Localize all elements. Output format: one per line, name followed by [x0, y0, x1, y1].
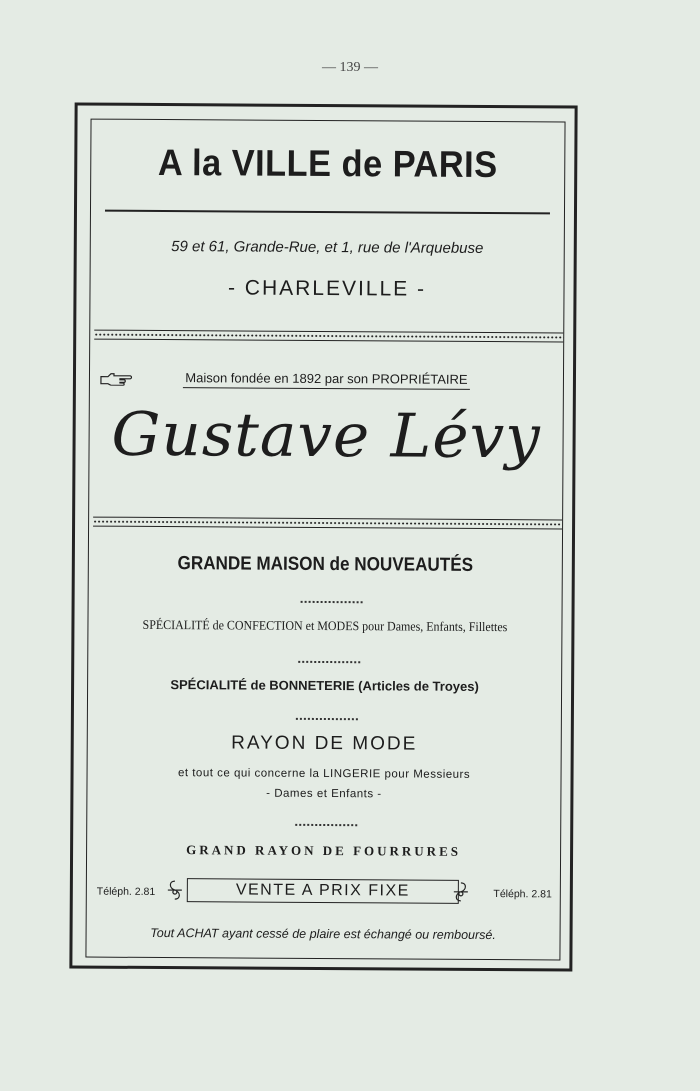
- dotted-separator: [295, 824, 357, 826]
- grande-maison-heading: GRANDE MAISON de NOUVEAUTÉS: [177, 553, 474, 576]
- founded-text: Maison fondée en 1892 par son PROPRIÉTAIRE: [183, 370, 469, 390]
- owner-signature: Gustave Lévy: [111, 399, 541, 473]
- dotted-separator: [301, 601, 363, 603]
- dotted-divider-top: [94, 330, 563, 343]
- lingerie-line: et tout ce qui concerne la LINGERIE pour Messieurs: [177, 767, 471, 781]
- telephone-right: Téléph. 2.81: [493, 888, 552, 901]
- founded-line: [90, 370, 563, 391]
- dotted-separator: [296, 718, 358, 720]
- specialite-confection: SPÉCIALITÉ de CONFECTION et MODES pour Dames, Enfants, Fillettes: [142, 616, 508, 635]
- store-address: 59 et 61, Grande-Rue, et 1, rue de l'Arquebuse: [171, 238, 484, 257]
- advertisement-frame: [69, 102, 577, 971]
- dames-enfants-line: - Dames et Enfants -: [266, 787, 382, 801]
- advertisement-inner-border: [85, 119, 565, 961]
- vente-prix-fixe: VENTE A PRIX FIXE: [187, 878, 459, 904]
- fleuron-ornament-icon: [165, 878, 185, 902]
- dotted-separator: [298, 661, 360, 663]
- telephone-left: Téléph. 2.81: [96, 885, 156, 898]
- fleuron-ornament-icon: [451, 880, 471, 904]
- page-number: — 139 —: [322, 60, 378, 75]
- rayon-de-mode: RAYON DE MODE: [231, 732, 418, 755]
- store-city: - CHARLEVILLE -: [227, 276, 427, 301]
- return-policy: Tout ACHAT ayant cessé de plaire est échangé ou remboursé.: [150, 925, 496, 943]
- store-title: A la VILLE de PARIS: [157, 141, 498, 186]
- title-rule: [105, 210, 550, 215]
- specialite-bonneterie: SPÉCIALITÉ de BONNETERIE (Articles de Troyes): [170, 677, 479, 694]
- dotted-divider-bottom: [93, 517, 562, 530]
- fourrures-line: GRAND RAYON DE FOURRURES: [186, 842, 462, 859]
